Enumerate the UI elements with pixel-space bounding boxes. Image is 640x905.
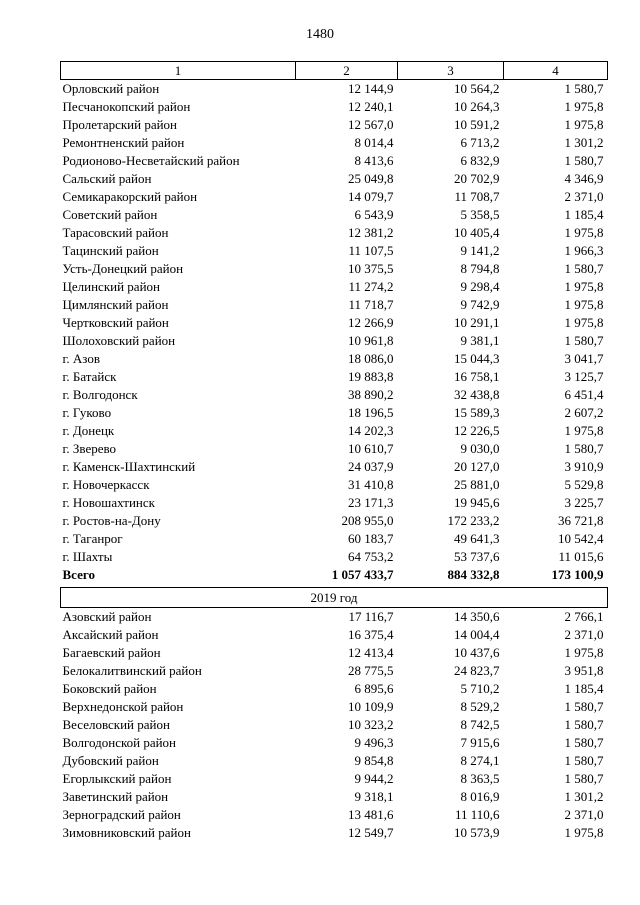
row-value: 10 109,9 (348, 699, 394, 714)
row-label: Тацинский район (62, 243, 159, 258)
row-value: 25 049,8 (348, 171, 394, 186)
row-label: Чертковский район (62, 315, 169, 330)
table-row (61, 224, 608, 242)
row-value: 20 127,0 (454, 459, 500, 474)
table-row (61, 476, 608, 494)
row-value: 2 371,0 (564, 189, 604, 204)
table-row (61, 698, 608, 716)
table-row (61, 458, 608, 476)
table-body (61, 80, 608, 843)
row-label: Целинский район (62, 279, 160, 294)
year-label: 2019 год (61, 588, 608, 608)
row-value: 8 016,9 (460, 789, 500, 804)
row-value: 19 883,8 (348, 369, 394, 384)
row-value: 10 610,7 (348, 441, 394, 456)
row-value: 10 591,2 (454, 117, 500, 132)
row-value: 3 951,8 (564, 663, 604, 678)
row-value: 1 580,7 (564, 717, 604, 732)
row-value: 10 323,2 (348, 717, 394, 732)
row-value: 24 823,7 (454, 663, 500, 678)
row-value: 1 057 433,7 (331, 567, 394, 582)
row-value: 12 240,1 (348, 99, 394, 114)
row-label: Орловский район (62, 81, 160, 96)
row-value: 32 438,8 (454, 387, 500, 402)
row-value: 10 542,4 (558, 531, 604, 546)
table-row (61, 332, 608, 350)
budget-table (60, 61, 608, 842)
row-value: 3 910,9 (564, 459, 604, 474)
row-label: Пролетарский район (62, 117, 178, 132)
row-label: г. Новочеркасск (62, 477, 150, 492)
table-row (61, 314, 608, 332)
row-value: 4 346,9 (564, 171, 604, 186)
table-row (61, 152, 608, 170)
row-value: 6 832,9 (460, 153, 500, 168)
row-label: г. Ростов-на-Дону (62, 513, 161, 528)
row-label: Семикаракорский район (62, 189, 198, 204)
table-row (61, 170, 608, 188)
row-value: 11 015,6 (558, 549, 604, 564)
row-label: Зерноградский район (62, 807, 181, 822)
row-value: 15 589,3 (454, 405, 500, 420)
row-value: 8 274,1 (460, 753, 500, 768)
row-value: 25 881,0 (454, 477, 500, 492)
row-value: 11 708,7 (454, 189, 500, 204)
row-value: 64 753,2 (348, 549, 394, 564)
row-label: Усть-Донецкий район (62, 261, 184, 276)
row-label: Цимлянский район (62, 297, 169, 312)
row-value: 8 742,5 (460, 717, 500, 732)
row-value: 14 202,3 (348, 423, 394, 438)
row-label: Шолоховский район (62, 333, 176, 348)
table-row (61, 368, 608, 386)
table-row (61, 206, 608, 224)
row-value: 10 405,4 (454, 225, 500, 240)
row-value: 8 794,8 (460, 261, 500, 276)
row-value: 1 301,2 (564, 789, 604, 804)
table-row (61, 530, 608, 548)
table-row (61, 296, 608, 314)
row-value: 1 975,8 (564, 99, 604, 114)
table-row (61, 608, 608, 627)
row-value: 9 854,8 (354, 753, 394, 768)
row-value: 5 529,8 (564, 477, 604, 492)
row-value: 1 975,8 (564, 825, 604, 840)
row-value: 23 171,3 (348, 495, 394, 510)
header-row (61, 62, 608, 80)
table-row (61, 404, 608, 422)
row-value: 3 125,7 (564, 369, 604, 384)
column-header-1: 1 (61, 62, 296, 80)
row-value: 9 944,2 (354, 771, 394, 786)
row-value: 1 185,4 (564, 207, 604, 222)
row-value: 10 961,8 (348, 333, 394, 348)
row-value: 28 775,5 (348, 663, 394, 678)
row-value: 1 975,8 (564, 117, 604, 132)
row-value: 11 718,7 (348, 297, 394, 312)
row-value: 3 041,7 (564, 351, 604, 366)
table-row (61, 752, 608, 770)
row-value: 15 044,3 (454, 351, 500, 366)
row-value: 13 481,6 (348, 807, 394, 822)
column-header-2: 2 (296, 62, 398, 80)
row-value: 24 037,9 (348, 459, 394, 474)
row-label: г. Зверево (62, 441, 117, 456)
row-value: 19 945,6 (454, 495, 500, 510)
table-row (61, 494, 608, 512)
row-label: Зимовниковский район (62, 825, 191, 840)
row-value: 1 580,7 (564, 333, 604, 348)
row-value: 10 573,9 (454, 825, 500, 840)
row-value: 1 301,2 (564, 135, 604, 150)
row-label: Заветинский район (62, 789, 169, 804)
row-value: 10 264,3 (454, 99, 500, 114)
row-value: 18 086,0 (348, 351, 394, 366)
row-value: 31 410,8 (348, 477, 394, 492)
row-value: 20 702,9 (454, 171, 500, 186)
row-value: 172 233,2 (447, 513, 500, 528)
row-value: 16 375,4 (348, 627, 394, 642)
row-value: 7 915,6 (460, 735, 500, 750)
row-value: 10 375,5 (348, 261, 394, 276)
row-value: 49 641,3 (454, 531, 500, 546)
row-value: 10 437,6 (454, 645, 500, 660)
table-row (61, 734, 608, 752)
row-label: Боковский район (62, 681, 157, 696)
row-value: 884 332,8 (447, 567, 500, 582)
table-row (61, 80, 608, 99)
row-value: 12 266,9 (348, 315, 394, 330)
row-value: 1 975,8 (564, 225, 604, 240)
row-value: 60 183,7 (348, 531, 394, 546)
table-row (61, 662, 608, 680)
row-label: г. Шахты (62, 549, 113, 564)
row-value: 8 014,4 (354, 135, 394, 150)
row-label: г. Батайск (62, 369, 117, 384)
row-value: 36 721,8 (558, 513, 604, 528)
row-value: 18 196,5 (348, 405, 394, 420)
row-value: 1 580,7 (564, 441, 604, 456)
row-label: г. Каменск-Шахтинский (62, 459, 196, 474)
row-label: Сальский район (62, 171, 152, 186)
row-value: 14 350,6 (454, 609, 500, 624)
row-value: 12 549,7 (348, 825, 394, 840)
row-value: 1 580,7 (564, 261, 604, 276)
table-row (61, 422, 608, 440)
table-row (61, 440, 608, 458)
row-value: 1 185,4 (564, 681, 604, 696)
row-label: Ремонтненский район (62, 135, 185, 150)
row-value: 12 144,9 (348, 81, 394, 96)
row-value: 5 358,5 (460, 207, 500, 222)
row-value: 6 713,2 (460, 135, 500, 150)
table-row (61, 260, 608, 278)
row-label: Белокалитвинский район (62, 663, 202, 678)
row-label: г. Донецк (62, 423, 115, 438)
row-label: Дубовский район (62, 753, 159, 768)
row-value: 10 564,2 (454, 81, 500, 96)
row-value: 1 966,3 (564, 243, 604, 258)
row-value: 8 529,2 (460, 699, 500, 714)
row-value: 17 116,7 (348, 609, 394, 624)
row-label: Аксайский район (62, 627, 159, 642)
row-value: 11 110,6 (454, 807, 500, 822)
row-value: 11 274,2 (348, 279, 394, 294)
table-row (61, 278, 608, 296)
row-label: Песчанокопский район (62, 99, 191, 114)
row-value: 38 890,2 (348, 387, 394, 402)
row-value: 2 766,1 (564, 609, 604, 624)
row-value: 9 742,9 (460, 297, 500, 312)
row-value: 12 381,2 (348, 225, 394, 240)
row-label: г. Азов (62, 351, 100, 366)
row-label: Волгодонской район (62, 735, 177, 750)
row-value: 1 975,8 (564, 423, 604, 438)
row-value: 1 580,7 (564, 753, 604, 768)
row-label: г. Таганрог (62, 531, 123, 546)
row-value: 8 413,6 (354, 153, 394, 168)
table-row (61, 716, 608, 734)
row-value: 1 580,7 (564, 735, 604, 750)
row-label: Тарасовский район (62, 225, 169, 240)
row-value: 6 451,4 (564, 387, 604, 402)
row-label: Багаевский район (62, 645, 161, 660)
total-row (61, 566, 608, 584)
table-row (61, 134, 608, 152)
table-row (61, 350, 608, 368)
row-value: 2 607,2 (564, 405, 604, 420)
row-value: 1 975,8 (564, 279, 604, 294)
table-row (61, 116, 608, 134)
row-value: 208 955,0 (341, 513, 394, 528)
row-value: 6 543,9 (354, 207, 394, 222)
row-label: Веселовский район (62, 717, 170, 732)
table-row (61, 386, 608, 404)
table-row (61, 242, 608, 260)
row-label: г. Новошахтинск (62, 495, 155, 510)
table-row (61, 512, 608, 530)
page-number: 1480 (306, 27, 334, 42)
row-value: 1 975,8 (564, 297, 604, 312)
row-label: Верхнедонской район (62, 699, 184, 714)
row-value: 8 363,5 (460, 771, 500, 786)
row-value: 3 225,7 (564, 495, 604, 510)
row-value: 1 580,7 (564, 699, 604, 714)
column-header-3: 3 (398, 62, 504, 80)
row-value: 9 030,0 (460, 441, 500, 456)
row-value: 1 580,7 (564, 81, 604, 96)
table-row (61, 788, 608, 806)
table-row (61, 806, 608, 824)
row-value: 1 580,7 (564, 771, 604, 786)
row-label: Всего (62, 567, 95, 582)
row-value: 1 580,7 (564, 153, 604, 168)
table-row (61, 548, 608, 566)
row-value: 9 496,3 (354, 735, 394, 750)
row-value: 9 318,1 (354, 789, 394, 804)
row-label: Азовский район (62, 609, 152, 624)
row-value: 12 226,5 (454, 423, 500, 438)
row-value: 53 737,6 (454, 549, 500, 564)
row-value: 173 100,9 (551, 567, 604, 582)
row-value: 1 975,8 (564, 315, 604, 330)
row-label: Советский район (62, 207, 158, 222)
row-value: 6 895,6 (354, 681, 394, 696)
row-value: 9 141,2 (460, 243, 500, 258)
row-value: 12 567,0 (348, 117, 394, 132)
table-row (61, 770, 608, 788)
table-row (61, 680, 608, 698)
table-row (61, 626, 608, 644)
row-label: Родионово-Несветайский район (62, 153, 240, 168)
row-label: г. Гуково (62, 405, 112, 420)
year-row (61, 588, 608, 608)
row-value: 14 079,7 (348, 189, 394, 204)
column-header-4: 4 (504, 62, 608, 80)
row-value: 14 004,4 (454, 627, 500, 642)
row-value: 9 298,4 (460, 279, 500, 294)
table-row (61, 188, 608, 206)
row-value: 10 291,1 (454, 315, 500, 330)
row-value: 2 371,0 (564, 807, 604, 822)
table-row (61, 824, 608, 842)
row-value: 2 371,0 (564, 627, 604, 642)
row-value: 12 413,4 (348, 645, 394, 660)
row-label: Егорлыкский район (62, 771, 172, 786)
table-row (61, 644, 608, 662)
row-value: 1 975,8 (564, 645, 604, 660)
row-value: 16 758,1 (454, 369, 500, 384)
row-label: г. Волгодонск (62, 387, 138, 402)
row-value: 9 381,1 (460, 333, 500, 348)
row-value: 11 107,5 (348, 243, 394, 258)
row-value: 5 710,2 (460, 681, 500, 696)
table-row (61, 98, 608, 116)
